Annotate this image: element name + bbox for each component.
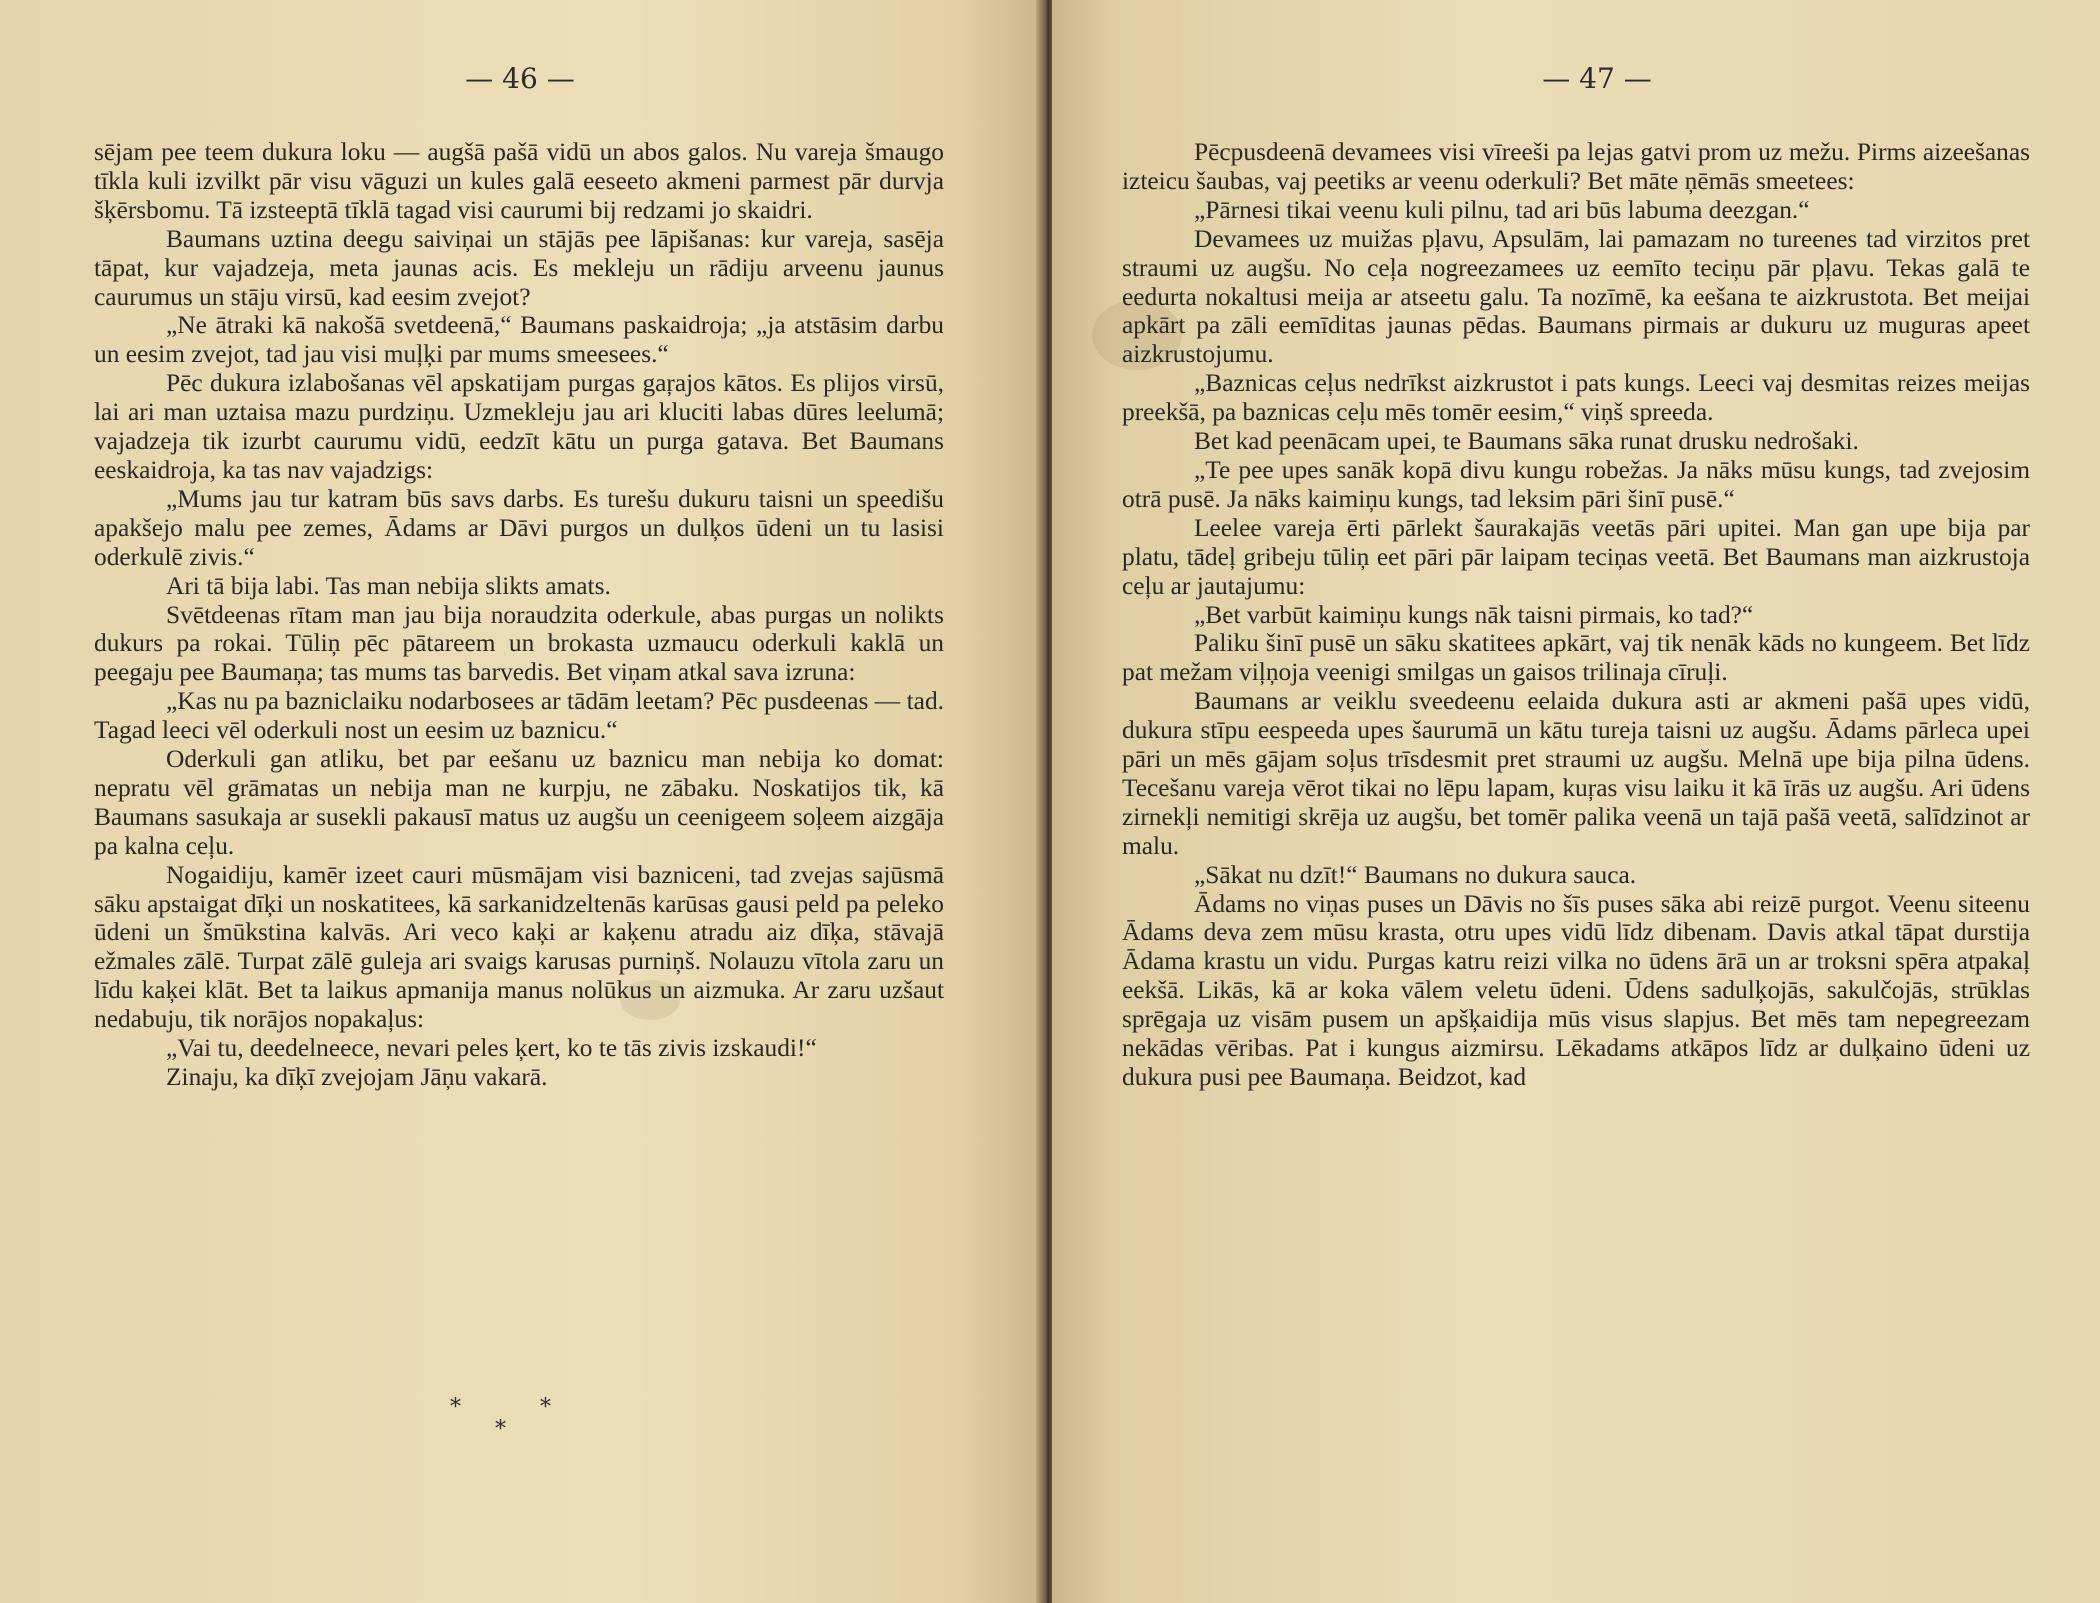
paragraph: Svētdeenas rītam man jau bija noraudzita oderkule, abas purgas un nolikts dukurs pa rokai. Tūliņ pēc pātareem un brokasta uzmaucu oderkuli kaklā un peegaju pee Baumaņa; tas mums tas barvedis. Bet viņam atkal sava izruna: <box>94 600 944 687</box>
paragraph: Oderkuli gan atliku, bet par eešanu uz baznicu man nebija ko domat: nepratu vēl grāmatas un nebija man ne kurpju, ne zābaku. Noskatijos tik, kā Baumans sasukaja ar susekli pakausī matus uz augšu un ceenigeem soļeem aizgāja pa kalna ceļu. <box>94 745 944 860</box>
paragraph: Ari tā bija labi. Tas man nebija slikts amats. <box>166 571 611 600</box>
paragraph: Zinaju, ka dīķī zvejojam Jāņu vakarā. <box>166 1063 548 1091</box>
right-page-text <box>1122 138 2030 1092</box>
left-page-text <box>94 138 944 1092</box>
page-number-right: — 47 — <box>1542 62 1652 95</box>
paragraph: „Kas nu pa bazniclaiku nodarbosees ar tādām leetam? Pēc pusdeenas — tad. Tagad leeci vēl oderkuli nost un eesim uz baznicu.“ <box>94 687 944 745</box>
paragraph: Nogaidiju, kamēr izeet cauri mūsmājam visi bazniceni, tad zvejas sajūsmā sāku apstaigat dīķi un noskatitees, kā sarkanidzeltenās karūsas gausi peld pa peleko ūdeni un šmūkstina kalvās. Ari veco kaķi ar kaķenu atradu aiz dīķa, stāvajā ežmales zālē. Turpat zālē guleja ari svaigs karusas purniņš. Nolauzu vītola zaru un līdu kaķei klāt. Bet ta laikus apmanija manus nolūkus un aizmuka. Ar zaru uzšaut nedabuju, tik norājos nopakaļus: <box>94 860 944 1034</box>
paragraph: „Sākat nu dzīt!“ Baumans no dukura sauca. <box>1194 860 1637 889</box>
paragraph: Baumans ar veiklu sveedeenu eelaida dukura asti ar akmeni pašā upes vidū, dukura stīpu eespeeda upes šaurumā un kātu tureja taisni uz augšu. Ādams pārleca upei pāri un mēs gājam soļus trīsdesmit pret straumi uz augšu. Melnā upe bija pilna ūdens. Tecešanu vareja vērot tikai no lēpu lapam, kuŗas visu laiku it kā īrās uz augšu. Ari ūdens zirnekļi nemitigi skrēja uz augšu, bet tomēr palika veenā un tajā pašā veetā, salīdzinot ar malu. <box>1122 687 2030 860</box>
paragraph: Pēc dukura izlabošanas vēl apskatijam purgas gaŗajos kātos. Es plijos virsū, lai ari man uztaisa mazu purdziņu. Uzmekleju jau ari kluciti labas dūres leelumā; vajadzeja tik izurbt caurumu vidū, eedzīt kātu un purga gatava. Bet Baumans eeskaidroja, ka tas nav vajadzigs: <box>94 369 944 484</box>
paragraph: Leelee vareja ērti pārlekt šaurakajās veetās pāri upitei. Man gan upe bija par platu, tādeļ gribeju tūliņ eet pāri pār laipam teciņas veetā. Bet Baumans man aizkrustoja ceļu ar jautajumu: <box>1122 513 2030 600</box>
paragraph: „Ne ātraki kā nakošā svetdeenā,“ Baumans paskaidroja; „ja atstāsim darbu un eesim zvejot, tad jau visi muļķi par mums smeesees.“ <box>94 311 944 369</box>
right-page <box>1052 0 2100 1603</box>
paragraph: Paliku šinī pusē un sāku skatitees apkārt, vaj tik nenāk kāds no kungeem. Bet līdz pat mežam viļņoja veenigi smilgas un gaisos trilinaja cīruļi. <box>1122 629 2030 687</box>
paragraph: „Mums jau tur katram būs savs darbs. Es turešu dukuru taisni un speedišu apakšejo malu pee zemes, Ādams ar Dāvi purgos un dulķos ūdeni un tu lasisi oderkulē zivis.“ <box>94 484 944 571</box>
paragraph: „Pārnesi tikai veenu kuli pilnu, tad ari būs labuma deezgan.“ <box>1194 195 1810 224</box>
paragraph: Ādams no viņas puses un Dāvis no šīs puses sāka abi reizē purgot. Veenu siteenu Ādams deva zem mūsu krasta, otru upes vidū līdz dibenam. Davis atkal tāpat durstija Ādama krastu un vidu. Purgas katru reizi vilka no ūdens ārā un ar troksni spēra atpakaļ eekšā. Likās, kā ar koka vālem veletu ūdeni. Ūdens sadulķojās, sakulčojās, strūklas sprēgaja uz visām pusem un apšķaidija mūs visus slapjus. Bet mēs tam nepegreezam nekādas vēribas. Pat i kungus aizmirsu. Lēkadams atkāpos līdz ar dulķaino ūdeni uz dukura pusi pee Baumaņa. Beidzot, kad <box>1122 889 2030 1091</box>
asterisk-ornament: * * * <box>450 1395 551 1442</box>
left-page <box>0 0 1044 1603</box>
paragraph: „Te pee upes sanāk kopā divu kungu robežas. Ja nāks mūsu kungs, tad zvejosim otrā pusē. Ja nāks kaimiņu kungs, tad leksim pāri šinī pusē.“ <box>1122 455 2030 513</box>
paragraph: Devamees uz muižas pļavu, Apsulām, lai pamazam no tureenes tad virzitos pret straumi uz augšu. No ceļa nogreezamees uz eemīto teciņu pār pļavu. Tekas galā te eedurta nokaltusi meija ar atseetu galu. Ta nozīmē, ka eešana te aizkrustota. Bet meijai apkārt pa zāli eemīditas jaunas pēdas. Baumans pirmais ar dukuru uz muguras apeet aizkrustojumu. <box>1122 224 2030 369</box>
page-number-left: — 46 — <box>465 62 575 95</box>
paragraph: „Baznicas ceļus nedrīkst aizkrustot i pats kungs. Leeci vaj desmitas reizes meijas preekšā, pa baznicas ceļu mēs tomēr eesim,“ viņš spreeda. <box>1122 369 2030 427</box>
paragraph: sējam pee teem dukura loku — augšā pašā vidū un abos galos. Nu vareja šmaugo tīkla kuli izvilkt pār visu vāguzi un kules galā eeseeto akmeni parmest pār durvja šķērsbomu. Tā izsteeptā tīklā tagad visi caurumi bij redzami jo skaidri. <box>94 138 944 224</box>
paragraph: Pēcpusdeenā devamees visi vīreeši pa lejas gatvi prom uz mežu. Pirms aizeešanas izteicu šaubas, vaj peetiks ar veenu oderkuli? Bet māte ņēmās smeetees: <box>1122 138 2030 195</box>
paragraph: „Vai tu, deedelneece, nevari peles ķert, ko te tās zivis izskaudi!“ <box>166 1034 817 1063</box>
paragraph: „Bet varbūt kaimiņu kungs nāk taisni pirmais, ko tad?“ <box>1194 600 1754 629</box>
paragraph: Bet kad peenācam upei, te Baumans sāka runat drusku nedrošaki. <box>1194 427 1859 456</box>
paragraph: Baumans uztina deegu saiviņai un stājās pee lāpišanas: kur vareja, sasēja tāpat, kur vajadzeja, meta jaunas acis. Es mekleju un rādiju arveenu jaunus caurumus un stāju virsū, kad eesim zvejot? <box>94 224 944 311</box>
